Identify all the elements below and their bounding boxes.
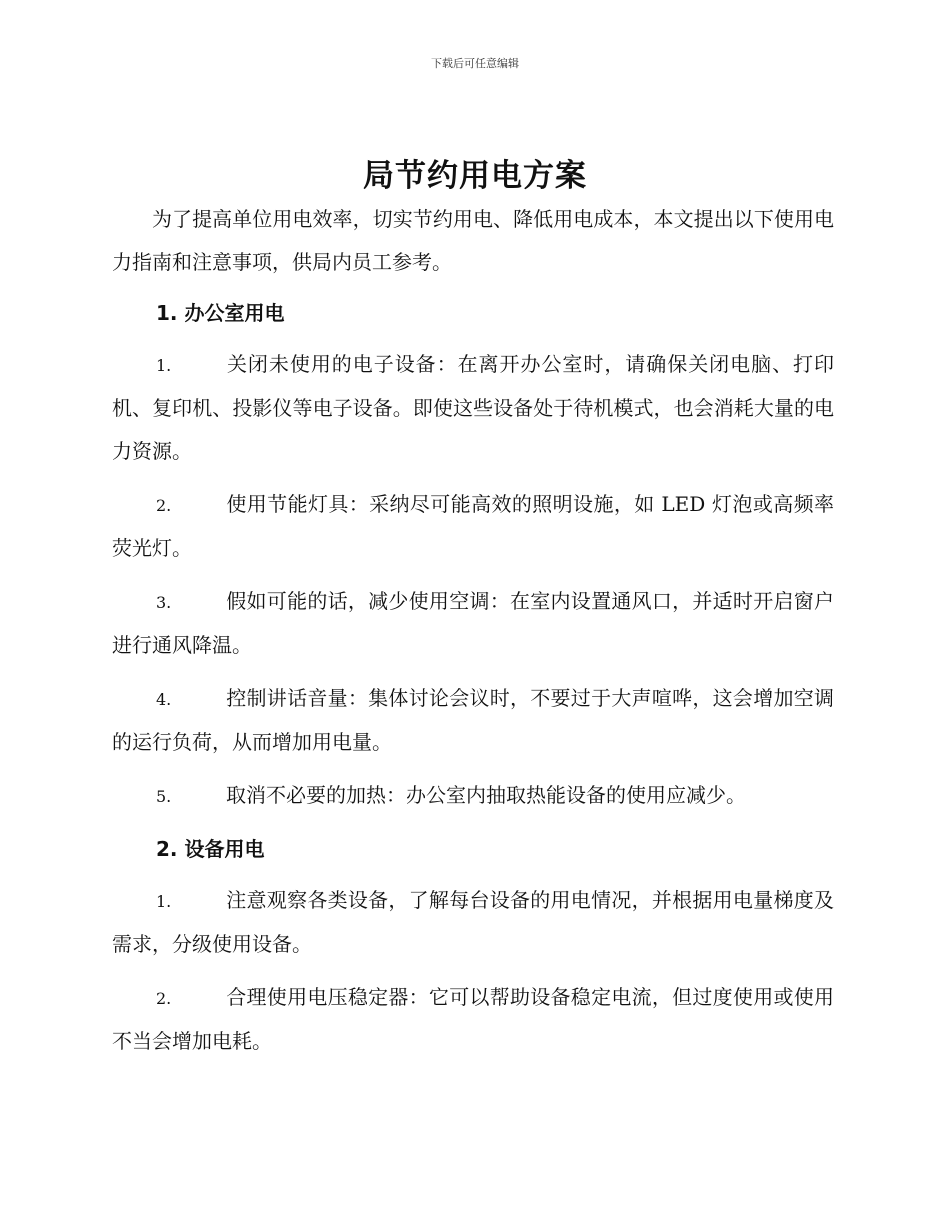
document-body	[112, 198, 834, 1073]
intro-paragraph: 为了提高单位用电效率，切实节约用电、降低用电成本，本文提出以下使用电力指南和注意事项，供局内员工参考。	[112, 207, 834, 274]
list-item	[112, 677, 834, 764]
list-item-number: 3.	[156, 593, 172, 612]
list-item	[112, 343, 834, 473]
list-item	[112, 774, 834, 818]
section-heading-equipment: 2. 设备用电	[156, 837, 265, 861]
section-heading-office: 1. 办公室用电	[156, 301, 285, 325]
list-item-text: 假如可能的话，减少使用空调：在室内设置通风口，并适时开启窗户进行通风降温。	[112, 589, 834, 657]
list-item-number: 4.	[156, 690, 172, 709]
page-title: 局节约用电方案	[363, 158, 587, 194]
list-item-text: 关闭未使用的电子设备：在离开办公室时，请确保关闭电脑、打印机、复印机、投影仪等电子设备。即使这些设备处于待机模式，也会消耗大量的电力资源。	[112, 352, 834, 463]
list-item-number: 2.	[156, 496, 172, 515]
list-item-number: 5.	[156, 787, 172, 806]
list-item-text: 使用节能灯具：采纳尽可能高效的照明设施，如 LED 灯泡或高频率荧光灯。	[112, 492, 834, 560]
header-note: 下载后可任意编辑	[431, 57, 519, 70]
list-item-text: 取消不必要的加热：办公室内抽取热能设备的使用应减少。	[226, 783, 746, 807]
list-item	[112, 879, 834, 966]
list-item-text: 控制讲话音量：集体讨论会议时，不要过于大声喧哗，这会增加空调的运行负荷，从而增加用电量。	[112, 686, 834, 754]
list-item-text: 注意观察各类设备，了解每台设备的用电情况，并根据用电量梯度及需求，分级使用设备。	[112, 888, 834, 956]
list-item-number: 1.	[156, 356, 172, 375]
list-item	[112, 483, 834, 570]
list-item-text: 合理使用电压稳定器：它可以帮助设备稳定电流，但过度使用或使用不当会增加电耗。	[112, 985, 834, 1053]
list-item-number: 1.	[156, 892, 172, 911]
list-item	[112, 976, 834, 1063]
list-item-number: 2.	[156, 989, 172, 1008]
list-item	[112, 580, 834, 667]
